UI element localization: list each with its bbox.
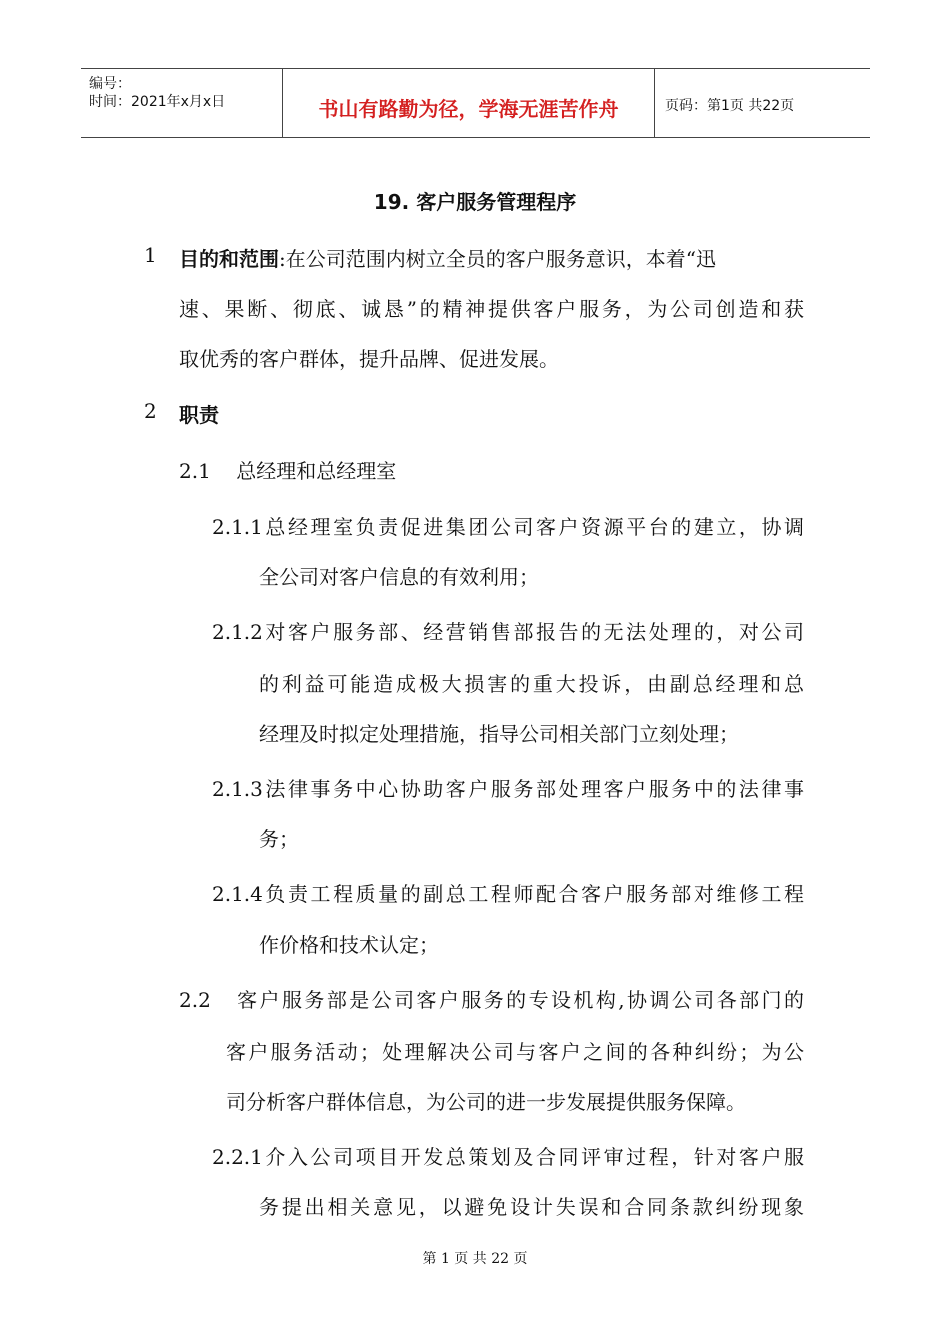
section-heading: 职责 — [179, 403, 219, 427]
section1-line1 — [179, 243, 804, 272]
section-text: :在公司范围内树立全员的客户服务意识，本着“迅 — [279, 247, 716, 271]
section-number: 1 — [144, 243, 157, 267]
page-footer: 第 1 页 共 22 页 — [422, 1251, 528, 1267]
clause-2-1-4: 2.1.4负责工程质量的副总工程师配合客户服务部对维修工程 — [212, 882, 804, 906]
clause-2-2-1-cont: 务提出相关意见，以避免设计失误和合同条款纠纷现象 — [259, 1195, 804, 1219]
clause-2-1-2-cont: 经理及时拟定处理措施，指导公司相关部门立刻处理； — [259, 722, 739, 746]
section1-line3: 取优秀的客户群体，提升品牌、促进发展。 — [179, 347, 559, 371]
section-heading: 目的和范围 — [179, 247, 279, 271]
header-page-cell — [655, 69, 870, 137]
doc-number-label: 编号： — [89, 76, 131, 92]
document-header — [81, 68, 870, 138]
clause-2-1-3: 2.1.3法律事务中心协助客户服务部处理客户服务中的法律事 — [212, 777, 804, 801]
subsection-2-2: 2.2 客户服务部是公司客户服务的专设机构,协调公司各部门的 — [179, 988, 804, 1012]
section-number: 2 — [144, 399, 157, 423]
clause-2-1-2: 2.1.2对客户服务部、经营销售部报告的无法处理的，对公司 — [212, 620, 804, 644]
header-motto-cell — [283, 69, 655, 137]
clause-2-1-4-cont: 作价格和技术认定； — [259, 933, 439, 957]
page-title: 19. 客户服务管理程序 — [373, 190, 577, 214]
header-meta-cell — [81, 69, 283, 137]
subsection-2-2-cont: 客户服务活动；处理解决公司与客户之间的各种纠纷；为公 — [226, 1040, 804, 1064]
clause-2-1-3-cont: 务； — [259, 827, 299, 851]
page-code: 页码：第1页 共22页 — [665, 98, 795, 114]
section1-line2: 速、果断、彻底、诚恳”的精神提供客户服务，为公司创造和获 — [179, 297, 804, 321]
clause-2-2-1: 2.2.1介入公司项目开发总策划及合同评审过程，针对客户服 — [212, 1145, 804, 1169]
motto: 书山有路勤为径，学海无涯苦作舟 — [318, 97, 619, 121]
clause-2-1-1: 2.1.1总经理室负责促进集团公司客户资源平台的建立，协调 — [212, 515, 804, 539]
doc-date-label: 时间：2021年x月x日 — [89, 94, 226, 110]
subsection-2-2-cont: 司分析客户群体信息，为公司的进一步发展提供服务保障。 — [226, 1090, 746, 1114]
subsection-2-1: 2.1 总经理和总经理室 — [179, 459, 397, 483]
clause-2-1-2-cont: 的利益可能造成极大损害的重大投诉，由副总经理和总 — [259, 672, 804, 696]
clause-2-1-1-cont: 全公司对客户信息的有效利用； — [259, 565, 539, 589]
